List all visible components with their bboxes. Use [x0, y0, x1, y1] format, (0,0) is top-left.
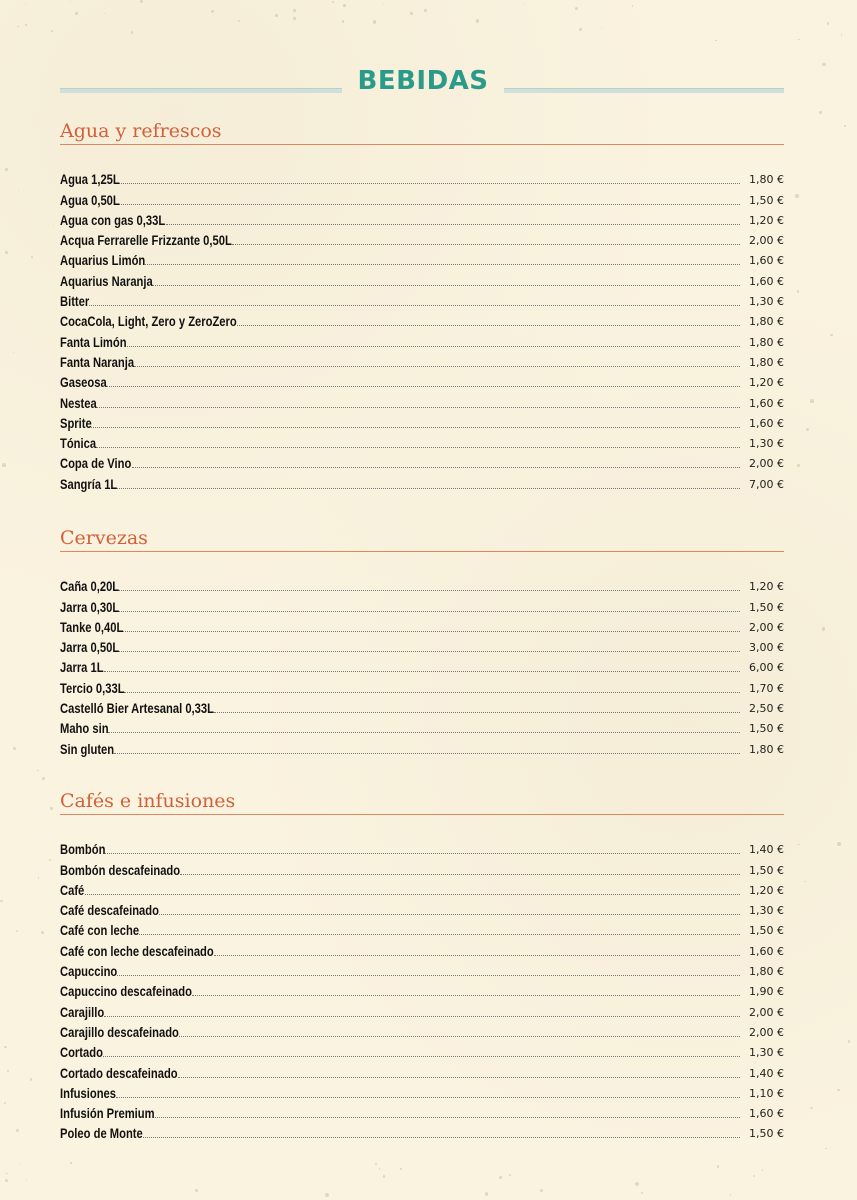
menu-item: [60, 1101, 784, 1121]
menu-item: [60, 837, 784, 857]
dotted-leader: [145, 264, 740, 265]
item-name: Sangría 1L: [60, 475, 118, 492]
item-name: Cortado descafeinado: [60, 1064, 178, 1081]
item-name: Sprite: [60, 414, 92, 431]
section-header: [60, 525, 784, 552]
item-name: Infusiones: [60, 1084, 117, 1101]
dotted-leader: [232, 244, 740, 245]
dotted-leader: [192, 995, 740, 996]
item-name: Café descafeinado: [60, 902, 159, 919]
dotted-leader: [179, 1036, 741, 1037]
dotted-leader: [103, 1056, 740, 1057]
menu-item: [60, 167, 784, 187]
menu-item: [60, 289, 784, 309]
item-name: Nestea: [60, 394, 97, 411]
menu-item: [60, 716, 784, 736]
dotted-leader: [119, 183, 740, 184]
paper-speckle: [6, 1173, 8, 1175]
item-price: 3,00 €: [749, 641, 784, 655]
dotted-leader: [134, 366, 740, 367]
paper-speckle: [31, 256, 33, 258]
paper-speckle: [641, 1192, 643, 1194]
paper-speckle: [509, 1174, 511, 1176]
paper-speckle: [753, 1175, 755, 1177]
section-cafes-e-infusiones: [60, 788, 784, 1141]
paper-speckle: [798, 844, 800, 846]
dotted-leader: [127, 346, 740, 347]
menu-item: [60, 1121, 784, 1141]
item-price: 1,20 €: [749, 580, 784, 594]
item-name: Café: [60, 881, 85, 898]
dotted-leader: [105, 853, 740, 854]
paper-speckle: [499, 1176, 501, 1178]
paper-speckle: [810, 1107, 812, 1109]
dotted-leader: [89, 305, 740, 306]
paper-speckle: [131, 31, 134, 34]
paper-speckle: [41, 931, 44, 934]
paper-speckle: [50, 807, 53, 810]
item-name: Jarra 0,50L: [60, 639, 120, 656]
item-name: Agua con gas 0,33L: [60, 211, 166, 228]
paper-speckle: [7, 1070, 10, 1073]
item-price: 1,60 €: [749, 274, 784, 288]
item-name: Poleo de Monte: [60, 1125, 143, 1142]
paper-speckle: [75, 12, 78, 15]
item-name: Carajillo: [60, 1003, 105, 1020]
dotted-leader: [123, 631, 740, 632]
section-header: [60, 118, 784, 145]
item-price: 1,80 €: [749, 335, 784, 349]
menu-item: [60, 594, 784, 614]
item-name: Capuccino: [60, 963, 118, 980]
dotted-leader: [132, 467, 740, 468]
paper-speckle: [804, 881, 806, 883]
paper-speckle: [827, 22, 829, 24]
item-price: 1,20 €: [749, 213, 784, 227]
menu-item: [60, 574, 784, 594]
item-price: 1,50 €: [749, 1127, 784, 1141]
menu-item: [60, 228, 784, 248]
paper-speckle: [837, 842, 841, 846]
paper-speckle: [342, 20, 344, 22]
title-rule-left: [60, 88, 342, 93]
dotted-leader: [214, 955, 740, 956]
item-price: 1,60 €: [749, 254, 784, 268]
paper-speckle: [375, 1163, 377, 1165]
paper-speckle: [410, 12, 412, 14]
paper-speckle: [211, 10, 215, 14]
menu-item: [60, 1040, 784, 1060]
dotted-leader: [116, 1097, 740, 1098]
item-price: 6,00 €: [749, 661, 784, 675]
menu-item: [60, 431, 784, 451]
item-price: 2,00 €: [749, 457, 784, 471]
paper-speckle: [0, 900, 2, 902]
menu-item: [60, 898, 784, 918]
paper-speckle: [275, 14, 278, 17]
paper-speckle: [762, 1169, 763, 1170]
dotted-leader: [139, 934, 740, 935]
item-price: 1,20 €: [749, 883, 784, 897]
paper-speckle: [601, 28, 602, 29]
paper-speckle: [30, 1078, 32, 1080]
dotted-leader: [114, 753, 740, 754]
menu-item: [60, 736, 784, 756]
dotted-leader: [108, 732, 740, 733]
dotted-leader: [180, 874, 740, 875]
item-name: Aquarius Limón: [60, 252, 146, 269]
item-name: Fanta Naranja: [60, 353, 135, 370]
item-price: 1,40 €: [749, 843, 784, 857]
paper-speckle: [400, 1168, 402, 1170]
item-name: Agua 0,50L: [60, 191, 120, 208]
paper-speckle: [53, 225, 54, 226]
paper-speckle: [424, 9, 427, 12]
paper-speckle: [383, 1175, 385, 1177]
item-price: 1,20 €: [749, 376, 784, 390]
menu-item: [60, 309, 784, 329]
item-name: Infusión Premium: [60, 1105, 155, 1122]
menu-item: [60, 938, 784, 958]
item-price: 2,00 €: [749, 1025, 784, 1039]
paper-speckle: [822, 63, 825, 66]
dotted-leader: [119, 204, 740, 205]
item-name: Acqua Ferrarelle Frizzante 0,50L: [60, 232, 232, 249]
paper-speckle: [632, 5, 634, 7]
paper-speckle: [26, 1179, 27, 1180]
paper-speckle: [810, 399, 814, 403]
dotted-leader: [178, 1077, 740, 1078]
section-header: [60, 788, 784, 815]
item-price: 1,90 €: [749, 985, 784, 999]
paper-speckle: [795, 194, 799, 198]
menu-item: [60, 918, 784, 938]
dotted-leader: [143, 1137, 740, 1138]
paper-speckle: [717, 1165, 720, 1168]
title-rule-right: [504, 88, 784, 93]
item-price: 1,60 €: [749, 944, 784, 958]
dotted-leader: [159, 914, 740, 915]
item-price: 1,50 €: [749, 600, 784, 614]
item-price: 2,00 €: [749, 620, 784, 634]
section-title: Agua y refrescos: [60, 120, 222, 142]
paper-speckle: [4, 1046, 6, 1048]
paper-speckle: [4, 1102, 6, 1104]
paper-speckle: [819, 111, 822, 114]
menu-item: [60, 370, 784, 390]
item-price: 1,80 €: [749, 173, 784, 187]
dotted-leader: [117, 488, 740, 489]
page-title: BEBIDAS: [357, 66, 489, 96]
item-price: 1,70 €: [749, 681, 784, 695]
item-price: 2,50 €: [749, 702, 784, 716]
item-name: Maho sin: [60, 720, 109, 737]
menu-item: [60, 411, 784, 431]
item-name: Agua 1,25L: [60, 171, 120, 188]
paper-speckle: [195, 1189, 198, 1192]
item-name: Tercio 0,33L: [60, 679, 125, 696]
item-name: Jarra 0,30L: [60, 598, 120, 615]
menu-item: [60, 187, 784, 207]
item-price: 1,80 €: [749, 355, 784, 369]
menu-item: [60, 350, 784, 370]
item-price: 1,50 €: [749, 193, 784, 207]
item-list: [60, 837, 784, 1141]
paper-speckle: [293, 17, 296, 20]
dotted-leader: [124, 692, 740, 693]
menu-item: [60, 268, 784, 288]
item-price: 1,10 €: [749, 1086, 784, 1100]
section-agua-y-refrescos: [60, 118, 784, 492]
item-name: Carajillo descafeinado: [60, 1023, 179, 1040]
paper-speckle: [476, 19, 479, 22]
menu-item: [60, 1081, 784, 1101]
item-name: Tónica: [60, 435, 97, 452]
item-price: 1,40 €: [749, 1066, 784, 1080]
item-price: 1,30 €: [749, 904, 784, 918]
menu-item: [60, 248, 784, 268]
paper-speckle: [806, 428, 809, 431]
menu-item: [60, 696, 784, 716]
paper-speckle: [798, 39, 800, 41]
menu-item: [60, 329, 784, 349]
menu-item: [60, 857, 784, 877]
dotted-leader: [104, 1016, 740, 1017]
menu-item: [60, 390, 784, 410]
paper-speckle: [37, 770, 38, 771]
paper-speckle: [848, 1040, 850, 1042]
dotted-leader: [104, 671, 740, 672]
dotted-leader: [155, 1117, 740, 1118]
paper-speckle: [837, 1089, 839, 1091]
item-name: Castelló Bier Artesanal 0,33L: [60, 700, 214, 717]
dotted-leader: [96, 447, 740, 448]
paper-speckle: [13, 747, 16, 750]
dotted-leader: [166, 224, 740, 225]
paper-speckle: [42, 777, 45, 780]
paper-speckle: [540, 1189, 543, 1192]
dotted-leader: [119, 651, 740, 652]
item-name: Aquarius Naranja: [60, 272, 153, 289]
dotted-leader: [97, 407, 740, 408]
paper-speckle: [2, 463, 6, 467]
item-name: Cortado: [60, 1044, 103, 1061]
menu-item: [60, 999, 784, 1019]
menu-item: [60, 451, 784, 471]
paper-speckle: [841, 34, 842, 35]
item-price: 1,50 €: [749, 924, 784, 938]
menu-item: [60, 208, 784, 228]
item-name: Copa de Vino: [60, 455, 132, 472]
menu-item: [60, 615, 784, 635]
section-title: Cervezas: [60, 527, 148, 549]
paper-speckle: [822, 627, 825, 630]
paper-speckle: [18, 190, 20, 192]
dotted-leader: [107, 386, 740, 387]
item-name: Tanke 0,40L: [60, 618, 124, 635]
menu-item: [60, 655, 784, 675]
item-name: Gaseosa: [60, 374, 107, 391]
paper-speckle: [16, 1129, 19, 1132]
item-list: [60, 574, 784, 757]
paper-speckle: [17, 26, 19, 28]
item-price: 1,30 €: [749, 295, 784, 309]
dotted-leader: [91, 427, 740, 428]
paper-speckle: [5, 168, 8, 171]
paper-speckle: [51, 30, 53, 32]
item-price: 1,30 €: [749, 437, 784, 451]
menu-item: [60, 675, 784, 695]
paper-speckle: [19, 1163, 20, 1164]
dotted-leader: [237, 325, 740, 326]
item-price: 2,00 €: [749, 1005, 784, 1019]
item-price: 1,80 €: [749, 315, 784, 329]
menu-item: [60, 979, 784, 999]
paper-speckle: [373, 20, 377, 24]
paper-speckle: [70, 1162, 71, 1163]
paper-speckle: [830, 334, 832, 336]
paper-speckle: [579, 28, 582, 31]
paper-speckle: [523, 3, 524, 4]
paper-speckle: [635, 1182, 639, 1186]
item-price: 1,80 €: [749, 965, 784, 979]
paper-speckle: [49, 859, 52, 862]
paper-speckle: [575, 7, 578, 10]
item-price: 1,60 €: [749, 396, 784, 410]
dotted-leader: [214, 712, 740, 713]
section-cervezas: [60, 525, 784, 757]
paper-speckle: [844, 125, 846, 127]
paper-speckle: [70, 1, 72, 3]
section-title: Cafés e infusiones: [60, 790, 236, 812]
paper-speckle: [797, 290, 799, 292]
paper-speckle: [25, 4, 26, 5]
item-name: CocaCola, Light, Zero y ZeroZero: [60, 313, 237, 330]
paper-speckle: [332, 1, 334, 3]
title-row: [60, 64, 784, 100]
paper-speckle: [25, 24, 27, 26]
item-price: 2,00 €: [749, 234, 784, 248]
item-name: Café con leche descafeinado: [60, 942, 214, 959]
paper-speckle: [38, 877, 40, 879]
item-price: 1,50 €: [749, 722, 784, 736]
item-name: Fanta Limón: [60, 333, 127, 350]
menu-item: [60, 1060, 784, 1080]
item-name: Bombón descafeinado: [60, 861, 181, 878]
item-list: [60, 167, 784, 492]
paper-speckle: [5, 251, 8, 254]
paper-speckle: [797, 464, 800, 467]
dotted-leader: [85, 894, 740, 895]
paper-speckle: [379, 1168, 381, 1170]
menu-item: [60, 959, 784, 979]
item-name: Jarra 1L: [60, 659, 104, 676]
paper-speckle: [5, 1179, 8, 1182]
menu-item: [60, 1020, 784, 1040]
item-price: 1,50 €: [749, 863, 784, 877]
menu-item: [60, 878, 784, 898]
menu-item: [60, 471, 784, 491]
paper-speckle: [485, 1192, 489, 1196]
paper-speckle: [325, 1193, 329, 1197]
paper-speckle: [293, 9, 296, 12]
paper-speckle: [104, 13, 105, 14]
item-price: 1,80 €: [749, 742, 784, 756]
paper-speckle: [825, 1148, 826, 1149]
dotted-leader: [117, 975, 740, 976]
paper-speckle: [13, 352, 14, 353]
item-name: Bombón: [60, 841, 106, 858]
item-price: 1,30 €: [749, 1046, 784, 1060]
dotted-leader: [119, 590, 740, 591]
item-price: 1,60 €: [749, 1107, 784, 1121]
item-name: Bitter: [60, 293, 90, 310]
paper-speckle: [383, 4, 384, 5]
item-price: 7,00 €: [749, 477, 784, 491]
menu-item: [60, 635, 784, 655]
paper-speckle: [715, 40, 717, 42]
paper-speckle: [140, 0, 143, 3]
item-name: Sin gluten: [60, 740, 115, 757]
item-name: Caña 0,20L: [60, 578, 120, 595]
item-name: Café con leche: [60, 922, 140, 939]
dotted-leader: [153, 285, 740, 286]
item-price: 1,60 €: [749, 416, 784, 430]
dotted-leader: [119, 611, 740, 612]
paper-speckle: [343, 4, 346, 7]
paper-speckle: [730, 1194, 732, 1196]
item-name: Capuccino descafeinado: [60, 983, 192, 1000]
paper-speckle: [238, 20, 240, 22]
paper-speckle: [16, 930, 19, 933]
